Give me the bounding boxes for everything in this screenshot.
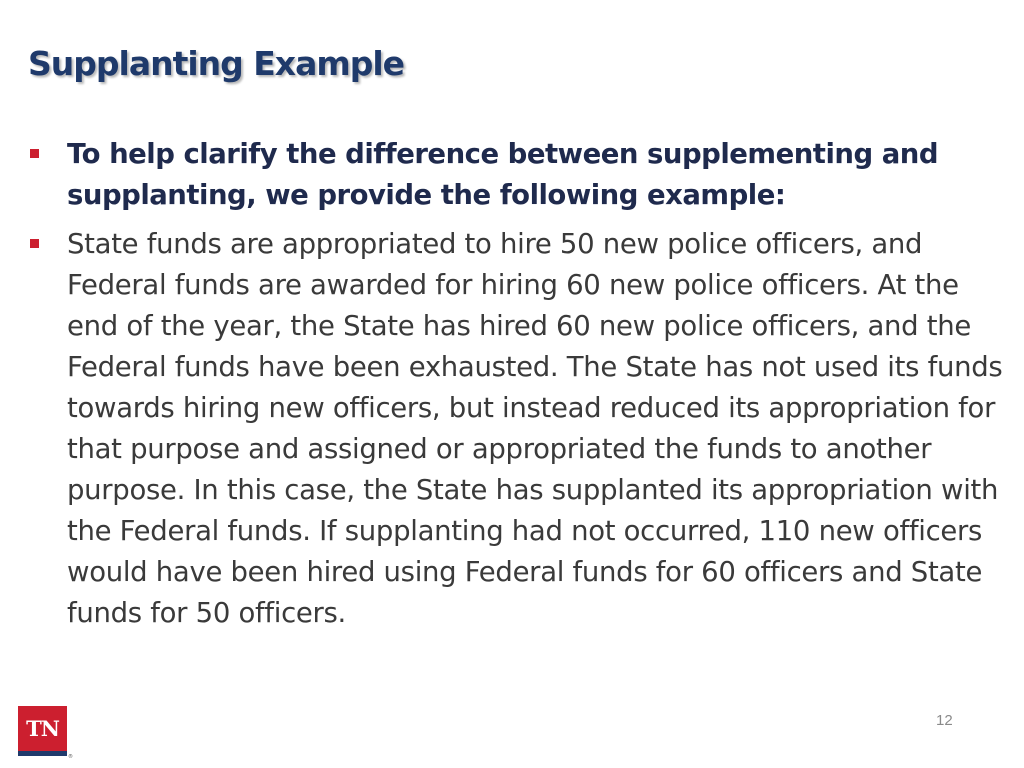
- slide-title: Supplanting Example: [28, 44, 405, 83]
- bullet-text-example: State funds are appropriated to hire 50 new police officers, and Federal funds are awarded for hiring 60 new police officers. At the end of the year, the State has hired 60 new police officers, and the Federal funds have been exhausted. The State has not used its funds towards hiring new officers, but instead reduced its appropriation for that purpose and assigned or appropriated the funds to another purpose. In this case, the State has supplanted its appropriation with the Federal funds. If supplanting had not occurred, 110 new officers would have been hired using Federal funds for 60 officers and State funds for 50 officers.: [67, 228, 1003, 629]
- square-bullet-icon: [30, 149, 39, 158]
- page-number: 12: [936, 712, 953, 729]
- bullet-item-example: [30, 224, 1005, 634]
- bullet-item-intro: [30, 134, 1005, 216]
- bullet-list: [30, 134, 1005, 634]
- bullet-text-intro: To help clarify the difference between supplementing and supplanting, we provide the following example:: [67, 138, 939, 211]
- tn-logo-icon: [18, 706, 67, 756]
- square-bullet-icon: [30, 239, 39, 248]
- registered-mark: ®: [68, 754, 73, 760]
- logo-text: TN: [26, 716, 59, 741]
